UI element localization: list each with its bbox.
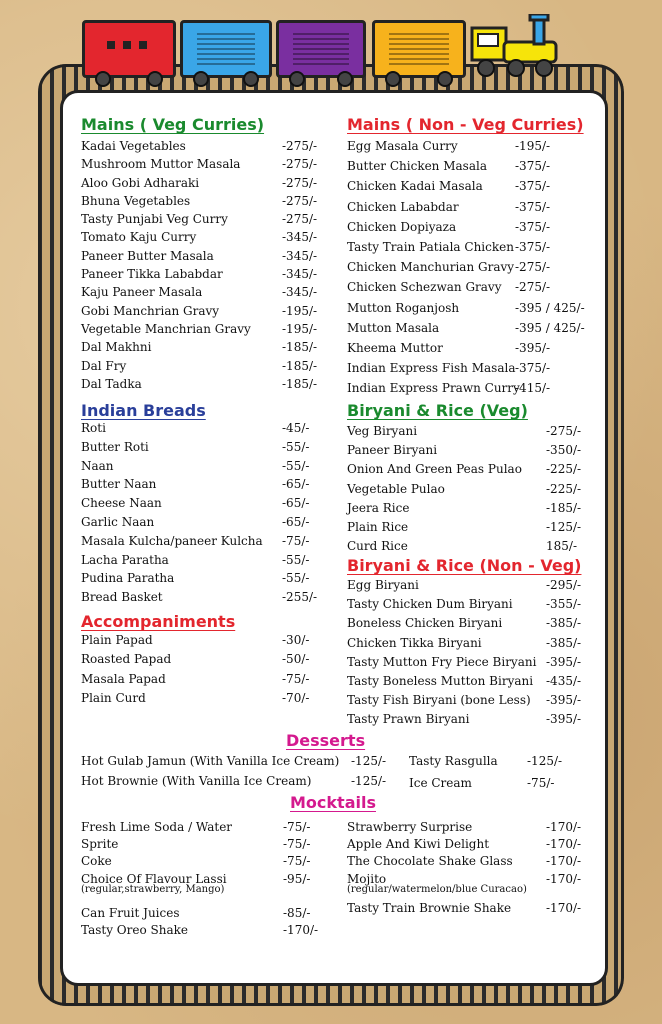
menu-item-price: -395 / 425/- (515, 320, 585, 335)
section-title-mocktails: Mocktails (290, 793, 376, 812)
menu-item-price: -45/- (282, 421, 310, 435)
menu-item (81, 377, 321, 395)
menu-item-price: -65/- (282, 477, 310, 492)
menu-item (81, 304, 321, 322)
menu-item-name: Bread Basket (81, 590, 163, 605)
menu-item-name: Strawberry Surprise (347, 820, 473, 834)
menu-item-name: Hot Brownie (With Vanilla Ice Cream) (81, 774, 312, 788)
menu-item-price: -95/- (283, 871, 311, 886)
menu-item-name: Chicken Kadai Masala (347, 179, 483, 194)
menu-item-price: -85/- (283, 905, 311, 920)
menu-item (81, 906, 321, 923)
menu-item-name: Apple And Kiwi Delight (347, 837, 490, 852)
menu-item (81, 249, 321, 267)
menu-item-name: Gobi Manchrian Gravy (81, 303, 220, 318)
menu-item-name: Chicken Tikka Biryani (347, 635, 482, 650)
menu-item (81, 176, 321, 194)
menu-item-name: Tasty Punjabi Veg Curry (81, 212, 228, 227)
menu-item-name: Tasty Prawn Biryani (347, 712, 470, 727)
non-veg-curries-list (347, 139, 587, 401)
menu-item-name: Masala Papad (81, 671, 166, 686)
menu-item-price: -75/- (527, 776, 555, 790)
menu-item-price: -275/- (515, 260, 551, 275)
menu-item-price: -50/- (282, 652, 310, 667)
menu-item-name: Sprite (81, 837, 119, 852)
menu-item (347, 616, 587, 635)
menu-item-name: Tasty Train Brownie Shake (347, 900, 512, 915)
menu-item (81, 754, 401, 774)
menu-item (347, 820, 587, 837)
menu-item-name: Coke (81, 854, 112, 869)
menu-item-name: Mushroom Muttor Masala (81, 157, 241, 172)
menu-item-price: -375/- (515, 239, 551, 254)
menu-item-name: Butter Naan (81, 477, 157, 492)
menu-item (81, 267, 321, 285)
menu-item-name: Egg Masala Curry (347, 139, 458, 153)
menu-item-name: Hot Gulab Jamun (With Vanilla Ice Cream) (81, 754, 340, 768)
menu-item (347, 482, 587, 501)
window-icon (123, 41, 131, 49)
menu-item-name: Chicken Dopiyaza (347, 219, 457, 234)
menu-item-price: -375/- (515, 179, 551, 194)
menu-item-price: -195/- (515, 139, 551, 153)
menu-item-name: Dal Tadka (81, 376, 142, 391)
window-icon (139, 41, 147, 49)
menu-item-name: Kaju Paneer Masala (81, 285, 203, 300)
menu-item-name: Tasty Mutton Fry Piece Biryani (347, 654, 537, 669)
menu-item-name: Roasted Papad (81, 652, 172, 667)
menu-item-name: Tasty Rasgulla (409, 754, 498, 768)
menu-item-name: Butter Roti (81, 439, 149, 454)
window-icon (107, 41, 115, 49)
menu-item-name: Plain Papad (81, 633, 153, 647)
menu-item (81, 872, 321, 906)
menu-item-price: -275/- (282, 157, 318, 172)
menu-item-name: Tasty Fish Biryani (bone Less) (347, 693, 531, 708)
menu-item-price: -75/- (282, 671, 310, 686)
menu-item (81, 459, 321, 478)
menu-item-price: -170/- (546, 871, 582, 886)
locomotive-icon (468, 14, 564, 80)
menu-item-price: -395/- (546, 712, 582, 727)
menu-item-name: Paneer Butter Masala (81, 248, 214, 263)
section-title-non-veg-curries: Mains ( Non - Veg Curries) (347, 115, 584, 134)
menu-item (347, 341, 587, 361)
menu-item-price: -275/- (515, 280, 551, 295)
menu-item-price: -375/- (515, 361, 551, 376)
menu-item-price: -125/- (527, 754, 563, 768)
menu-item-name: Egg Biryani (347, 578, 419, 592)
menu-item-name: Boneless Chicken Biryani (347, 616, 503, 631)
section-title-desserts: Desserts (286, 731, 366, 750)
menu-item-name: Garlic Naan (81, 514, 155, 529)
menu-item-name: Paneer Biryani (347, 443, 438, 458)
menu-item-price: -185/- (282, 340, 318, 355)
breads-list (81, 421, 321, 609)
menu-item (347, 443, 587, 462)
menu-item-name: Jeera Rice (347, 500, 410, 515)
menu-item-name: Roti (81, 421, 106, 435)
desserts-list-right (409, 754, 579, 798)
menu-item (81, 534, 321, 553)
menu-item (81, 496, 321, 515)
menu-item-price: -185/- (546, 500, 582, 515)
menu-item-price: -125/- (351, 774, 387, 788)
menu-item (347, 655, 587, 674)
menu-item-price: -395/- (515, 340, 551, 355)
menu-item (81, 340, 321, 358)
menu-item-price: -275/- (282, 193, 318, 208)
menu-item-name: Veg Biryani (347, 424, 418, 438)
menu-item (347, 179, 587, 199)
menu-item (81, 571, 321, 590)
menu-item (347, 674, 587, 693)
menu-item-name: Naan (81, 458, 114, 473)
menu-item-name: Tasty Boneless Mutton Biryani (347, 673, 534, 688)
menu-item-name: Plain Curd (81, 690, 146, 705)
menu-item-name: Mutton Roganjosh (347, 300, 460, 315)
menu-item-name: Mutton Masala (347, 320, 440, 335)
menu-item-name: Mojito (347, 871, 387, 886)
menu-item (347, 321, 587, 341)
menu-item-price: -75/- (283, 854, 311, 869)
menu-item (347, 872, 587, 901)
menu-item (347, 501, 587, 520)
menu-item-name: Bhuna Vegetables (81, 193, 191, 208)
menu-item (347, 381, 587, 401)
menu-item-price: -275/- (546, 424, 582, 438)
menu-item-price: -350/- (546, 443, 582, 458)
menu-item (81, 553, 321, 572)
section-title-biryani-nonveg: Biryani & Rice (Non - Veg) (347, 556, 582, 575)
menu-item-name: Paneer Tikka Lababdar (81, 267, 223, 282)
menu-item-options: (regular,strawberry, Mango) (81, 883, 225, 895)
menu-item (409, 776, 579, 798)
menu-item (81, 157, 321, 175)
menu-item-price: -55/- (282, 571, 310, 586)
menu-item (347, 462, 587, 481)
menu-item (81, 820, 321, 837)
train-car-red (82, 20, 176, 78)
menu-item-price: -30/- (282, 633, 310, 647)
menu-item-name: Ice Cream (409, 776, 472, 790)
menu-item-price: -345/- (282, 285, 318, 300)
accompaniments-list (81, 633, 321, 710)
menu-item (347, 260, 587, 280)
menu-item-price: -170/- (546, 900, 582, 915)
menu-item (81, 515, 321, 534)
menu-item-price: -375/- (515, 199, 551, 214)
menu-item (347, 693, 587, 712)
menu-item-name: Choice Of Flavour Lassi (81, 871, 227, 886)
menu-item (347, 854, 587, 871)
menu-item-price: -375/- (515, 159, 551, 174)
menu-item-name: Indian Express Fish Masala (347, 361, 516, 376)
desserts-list-left (81, 754, 401, 794)
menu-item-name: The Chocolate Shake Glass (347, 854, 513, 869)
menu-item-price: -55/- (282, 439, 310, 454)
menu-item-name: Tomato Kaju Curry (81, 230, 197, 245)
menu-item (81, 285, 321, 303)
menu-item-name: Can Fruit Juices (81, 905, 180, 920)
menu-item (81, 590, 321, 609)
menu-item-price: -395/- (546, 654, 582, 669)
menu-item-name: Aloo Gobi Adharaki (81, 175, 200, 190)
menu-item-price: -385/- (546, 635, 582, 650)
menu-item-name: Masala Kulcha/paneer Kulcha (81, 533, 263, 548)
menu-item (347, 280, 587, 300)
menu-item (347, 240, 587, 260)
menu-item-price: -225/- (546, 462, 582, 477)
menu-item (81, 359, 321, 377)
menu-item-price: -385/- (546, 616, 582, 631)
menu-item (347, 520, 587, 539)
menu-item-price: -170/- (546, 854, 582, 869)
menu-item-name: Vegetable Manchrian Gravy (81, 321, 251, 336)
menu-item (347, 139, 587, 159)
menu-item (81, 691, 321, 710)
menu-item-price: -125/- (546, 519, 582, 534)
menu-item (81, 421, 321, 440)
menu-item (81, 440, 321, 459)
menu-item-name: Butter Chicken Masala (347, 159, 487, 174)
menu-item-name: Tasty Chicken Dum Biryani (347, 597, 513, 612)
menu-item-name: Indian Express Prawn Curry (347, 381, 520, 396)
menu-item-name: Dal Makhni (81, 340, 152, 355)
menu-item-price: -125/- (351, 754, 387, 768)
menu-item-price: -70/- (282, 690, 310, 705)
menu-item (347, 636, 587, 655)
menu-item (81, 837, 321, 854)
menu-item-price: 185/- (546, 539, 578, 554)
menu-item (347, 159, 587, 179)
menu-item-price: -185/- (282, 358, 318, 373)
menu-item-price: -170/- (546, 820, 582, 834)
menu-item (347, 597, 587, 616)
menu-item (347, 712, 587, 731)
menu-item (81, 774, 401, 794)
menu-item (347, 578, 587, 597)
menu-item-price: -185/- (282, 376, 318, 391)
menu-item-price: -345/- (282, 248, 318, 263)
menu-item-price: -65/- (282, 514, 310, 529)
menu-item-price: -395 / 425/- (515, 300, 585, 315)
menu-item (81, 672, 321, 691)
menu-item (81, 194, 321, 212)
menu-item-price: -395/- (546, 693, 582, 708)
menu-item-name: Cheese Naan (81, 496, 162, 511)
menu-item (81, 633, 321, 652)
menu-item-price: -295/- (546, 578, 582, 592)
biryani-veg-list (347, 424, 587, 558)
menu-item-name: Chicken Lababdar (347, 199, 459, 214)
menu-item (81, 139, 321, 157)
menu-item-name: Fresh Lime Soda / Water (81, 820, 233, 834)
menu-item-price: -55/- (282, 458, 310, 473)
menu-item-name: Lacha Paratha (81, 552, 169, 567)
section-title-breads: Indian Breads (81, 401, 206, 420)
biryani-nonveg-list (347, 578, 587, 732)
menu-item (81, 322, 321, 340)
menu-item (81, 854, 321, 871)
train-car-blue (180, 20, 272, 78)
menu-item-price: -55/- (282, 552, 310, 567)
menu-item (347, 837, 587, 854)
menu-item-price: -375/- (515, 219, 551, 234)
menu-item (347, 901, 587, 918)
menu-item-name: Curd Rice (347, 539, 408, 554)
menu-item-name: Pudina Paratha (81, 571, 175, 586)
menu-item-price: -75/- (283, 820, 311, 834)
menu-item-price: -275/- (282, 139, 318, 153)
menu-item-price: -435/- (546, 673, 582, 688)
menu-item (81, 230, 321, 248)
menu-item-price: -345/- (282, 230, 318, 245)
menu-item-price: -170/- (546, 837, 582, 852)
menu-item-price: -65/- (282, 496, 310, 511)
menu-item-price: -170/- (283, 922, 319, 937)
menu-item-name: Tasty Train Patiala Chicken (347, 239, 514, 254)
menu-item-price: -275/- (282, 175, 318, 190)
train-car-orange (372, 20, 466, 78)
mocktails-list-right (347, 820, 587, 918)
menu-item (347, 200, 587, 220)
menu-item (81, 652, 321, 671)
menu-item-name: Onion And Green Peas Pulao (347, 462, 522, 477)
menu-item-price: -75/- (283, 837, 311, 852)
menu-item (347, 220, 587, 240)
menu-item-price: -255/- (282, 590, 318, 605)
menu-item-price: -275/- (282, 212, 318, 227)
menu-item-name: Vegetable Pulao (347, 481, 445, 496)
menu-item (81, 923, 321, 940)
menu-item (409, 754, 579, 776)
menu-item (81, 212, 321, 230)
menu-item-price: -345/- (282, 267, 318, 282)
menu-item-price: -75/- (282, 533, 310, 548)
train-car-purple (276, 20, 366, 78)
menu-item (347, 424, 587, 443)
menu-item-options: (regular/watermelon/blue Curacao) (347, 883, 527, 895)
menu-item (347, 301, 587, 321)
menu-item-price: -195/- (282, 321, 318, 336)
menu-item-price: -415/- (515, 381, 551, 396)
menu-item-name: Dal Fry (81, 358, 127, 373)
section-title-accompaniments: Accompaniments (81, 612, 236, 631)
menu-item-name: Chicken Schezwan Gravy (347, 280, 502, 295)
menu-item (81, 477, 321, 496)
menu-item-price: -355/- (546, 597, 582, 612)
menu-item (347, 539, 587, 558)
mocktails-list-left (81, 820, 321, 940)
menu-item-name: Tasty Oreo Shake (81, 922, 188, 937)
menu-item-price: -195/- (282, 303, 318, 318)
section-title-veg-curries: Mains ( Veg Curries) (81, 115, 265, 134)
menu-item (347, 361, 587, 381)
menu-item-price: -225/- (546, 481, 582, 496)
menu-item-name: Kheema Muttor (347, 340, 443, 355)
menu-item-name: Chicken Manchurian Gravy (347, 260, 515, 275)
menu-item-name: Kadai Vegetables (81, 139, 186, 153)
veg-curries-list (81, 139, 321, 395)
menu-item-name: Plain Rice (347, 519, 409, 534)
section-title-biryani-veg: Biryani & Rice (Veg) (347, 401, 528, 420)
